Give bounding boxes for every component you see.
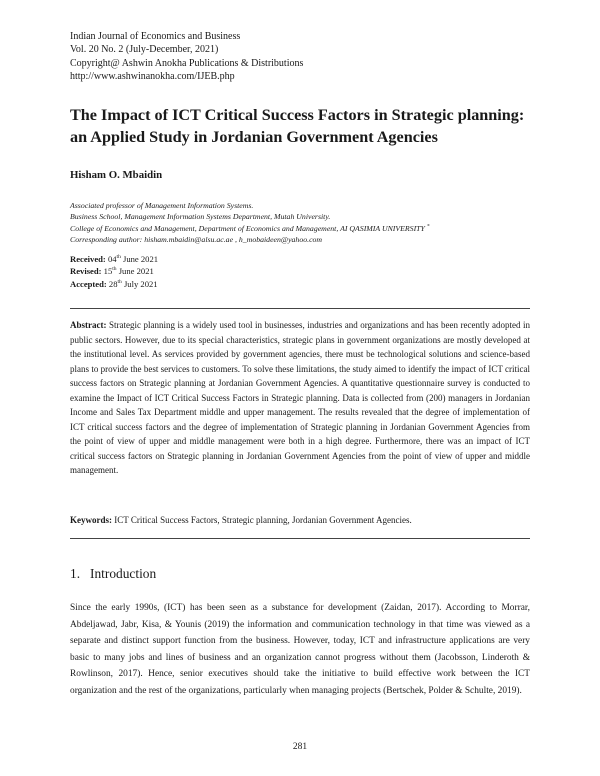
- affiliation-line-3-text: College of Economics and Management, Department of Economics and Management, AI QASIMIA UNIVERSITY: [70, 223, 425, 233]
- journal-copyright: Copyright@ Ashwin Anokha Publications & Distributions: [70, 57, 304, 69]
- affiliations: [70, 200, 550, 245]
- keywords-text: ICT Critical Success Factors, Strategic planning, Jordanian Government Agencies.: [114, 515, 412, 525]
- section-heading: [70, 566, 156, 582]
- page-number: 281: [292, 742, 308, 752]
- abstract-text: Strategic planning is a widely used tool in businesses, industries and organizations and has been recently adopted in public sectors. However, due to its special characteristics, strategic plans in government organizations are mostly developed at the institutional level. As services provided by government agencies, there must be technological solutions and science-based plans to provide the best services to customers. To solve these limitations, the study aimed to identify the impact of ICT critical success factors on Strategic planning at Jordanian Government Agencies. A quantitative questionnaire survey is conducted to examine the Impact of ICT Critical Success Factors in Strategic planning. Data is collected from (200) managers in Jordanian Income and Sales Tax Department middle and upper management. The results revealed that the degree of implementation of ICT critical success factors and the degree of implementation of Strategic planning in Jordanian Government Agencies from the point of view of upper and middle management were both in a high degree. Furthermore, there was an impact of ICT critical success factors on Strategic planning in Jordanian Government Agencies from the point of view of upper and middle management.: [70, 320, 530, 475]
- revised-sup: th: [112, 266, 117, 273]
- journal-name: Indian Journal of Economics and Business: [70, 31, 241, 42]
- keywords: [70, 513, 530, 527]
- journal-header: [70, 30, 303, 83]
- paper-title: The Impact of ICT Critical Success Factors in Strategic planning: an Applied Study in Jordanian Government Agencies: [70, 106, 525, 146]
- affiliation-line-2: Business School, Management Information Systems Department, Mutah University.: [70, 212, 331, 222]
- revised-date: [70, 265, 158, 277]
- abstract: [70, 318, 530, 478]
- top-rule: [70, 308, 530, 309]
- received-day: 04: [107, 254, 117, 264]
- corresponding-author: Corresponding author: hisham.mbaidin@alsu.ac.ae , h_mobaideen@yahoo.com: [70, 234, 323, 244]
- journal-url[interactable]: http://www.ashwinanokha.com/IJEB.php: [70, 70, 235, 82]
- article-dates: [70, 253, 158, 290]
- received-sup: th: [116, 254, 121, 261]
- journal-volume: Vol. 20 No. 2 (July-December, 2021): [70, 44, 219, 56]
- revised-rest: June 2021: [118, 266, 154, 277]
- abstract-label: Abstract:: [70, 320, 107, 330]
- accepted-date: [70, 278, 158, 290]
- keywords-label: Keywords:: [70, 515, 112, 525]
- received-label: Received:: [70, 254, 106, 264]
- received-date: [70, 253, 158, 265]
- revised-label: Revised:: [70, 266, 102, 277]
- affiliation-mark: *: [426, 223, 430, 229]
- bottom-rule: [70, 538, 530, 539]
- affiliation-line-3: [70, 223, 550, 234]
- revised-day: 15: [103, 266, 113, 277]
- section-title: Introduction: [90, 566, 157, 581]
- section-number: 1.: [70, 566, 81, 581]
- affiliation-line-1: Associated professor of Management Information Systems.: [70, 201, 254, 210]
- accepted-rest: July 2021: [123, 278, 158, 289]
- author-name: Hisham O. Mbaidin: [70, 169, 163, 181]
- intro-paragraph: Since the early 1990s, (ICT) has been seen as a substance for development (Zaidan, 2017). According to Morrar, Abdeljawad, Jabr, Kisa, & Younis (2019) the information and communication technology in that time was viewed as a separate and distinct support function from the business. However, today, ICT and infrastructure applications are very basic to many jobs and lines of business and an organization cannot progress without them (Jacobsson, Linderoth & Rowlinson, 2017). Hence, senior executives should take the initiative to build effective work between the ICT organization and the rest of the organizations, particularly when managing projects (Bertschek, Polder & Schulte, 2019).: [70, 603, 530, 696]
- accepted-label: Accepted:: [70, 278, 107, 289]
- accepted-sup: th: [117, 278, 122, 285]
- accepted-day: 28: [108, 278, 118, 289]
- received-rest: June 2021: [122, 254, 159, 264]
